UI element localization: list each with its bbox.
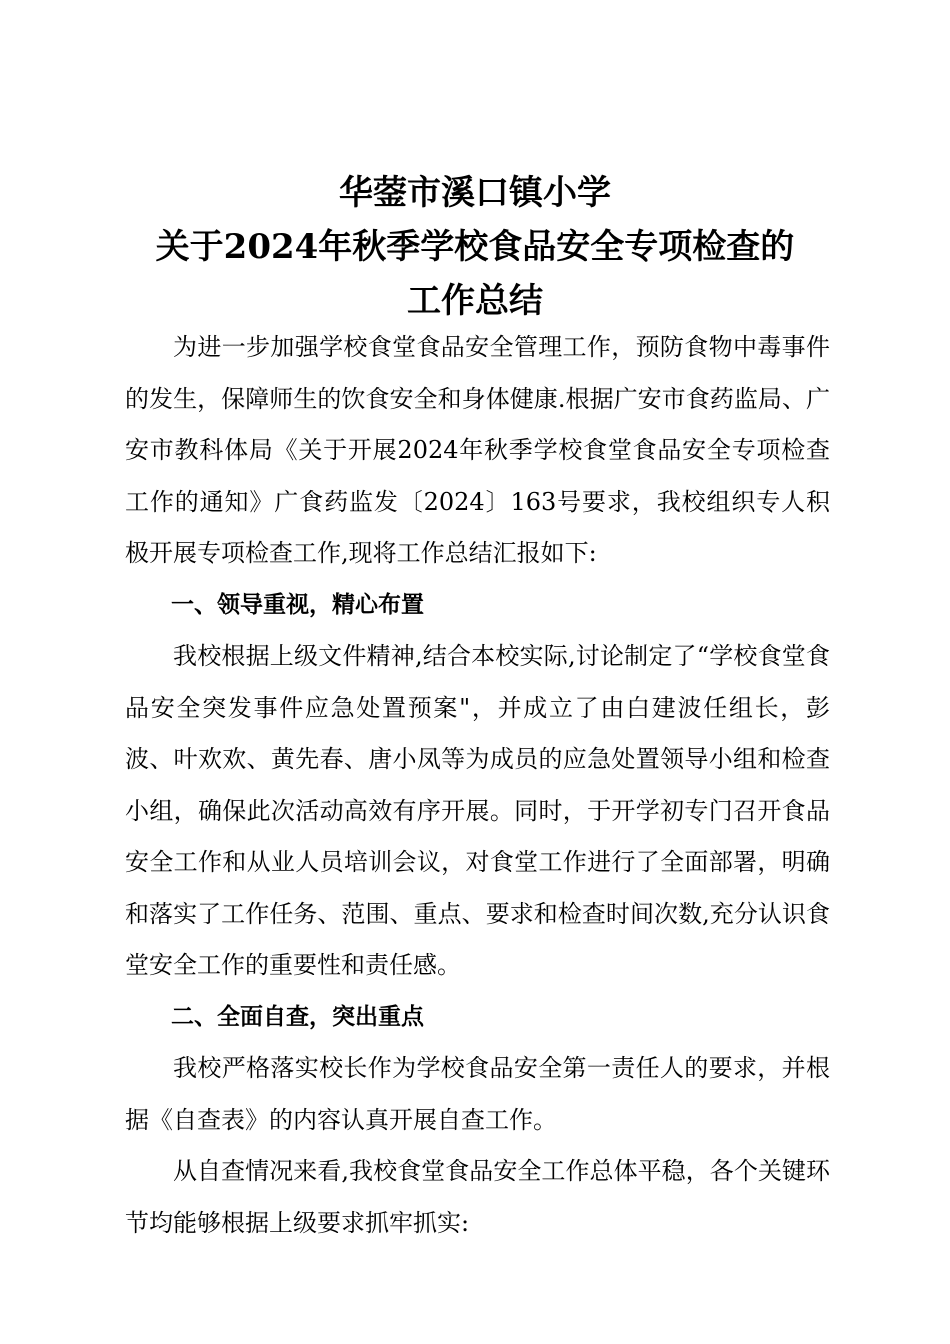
section-1-paragraph: 我校根据上级文件精神,结合本校实际,讨论制定了“学校食堂食品安全突发事件应急处置预案"，并成立了由白建波任组长，彭波、叶欢欢、黄先春、唐小凤等为成员的应急处置领导小组和检查小组，确保此次活动高效有序开展。同时，于开学初专门召开食品安全工作和从业人员培训会议，对食堂工作进行了全面部署，明确和落实了工作任务、范围、重点、要求和检查时间次数,充分认识食堂安全工作的重要性和责任感。 (125, 642, 830, 979)
section-2-paragraph-2: 从自查情况来看,我校食堂食品安全工作总体平稳，各个关键环节均能够根据上级要求抓牢抓实: (125, 1157, 830, 1237)
title-line-subject: 关于2024年秋季学校食品安全专项检查的 (155, 227, 795, 267)
section-2-paragraph-1: 我校严格落实校长作为学校食品安全第一责任人的要求，并根据《自查表》的内容认真开展自查工作。 (125, 1054, 830, 1134)
section-heading-2: 二、全面自查，突出重点 (171, 1003, 424, 1030)
title-line-school: 华蓥市溪口镇小学 (339, 173, 611, 213)
document-body (125, 322, 830, 1249)
title-line-summary: 工作总结 (407, 281, 543, 321)
section-heading-1: 一、领导重视，精心布置 (171, 591, 424, 618)
intro-paragraph: 为进一步加强学校食堂食品安全管理工作，预防食物中毒事件的发生，保障师生的饮食安全和身体健康.根据广安市食药监局、广安市教科体局《关于开展2024年秋季学校食堂食品安全专项检查工作的通知》广食药监发〔2024〕163号要求，我校组织专人积极开展专项检查工作,现将工作总结汇报如下: (125, 333, 830, 567)
document-title (0, 166, 950, 328)
